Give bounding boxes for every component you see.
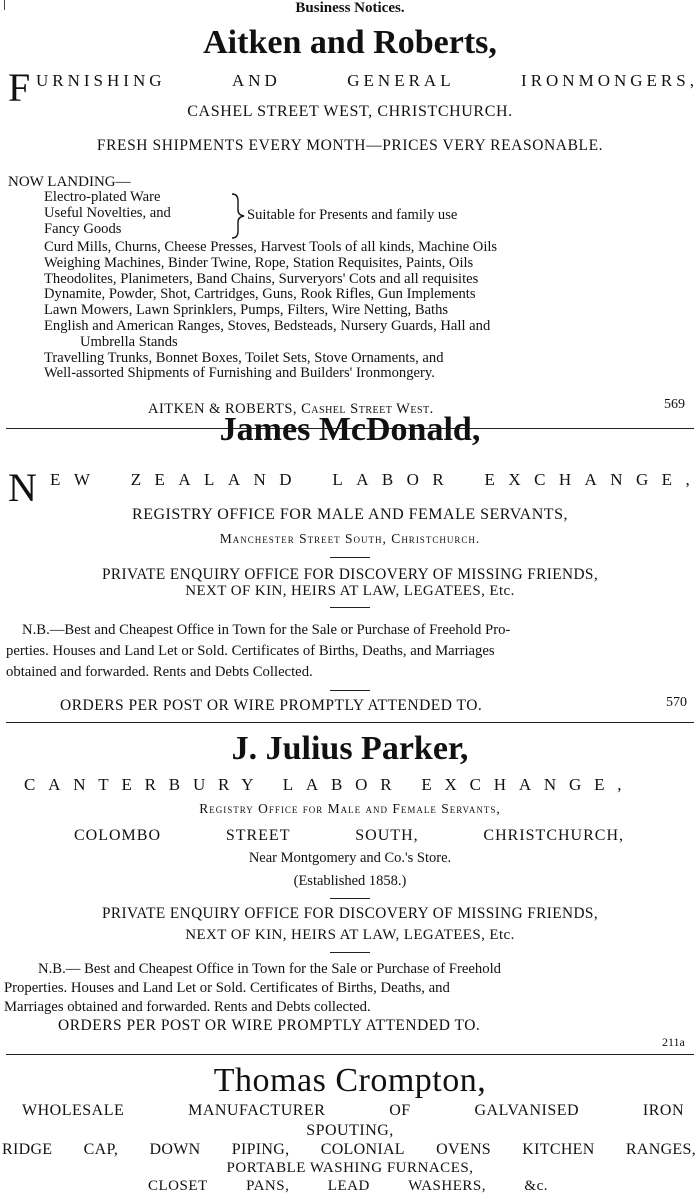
aitken-tagline: FRESH SHIPMENTS EVERY MONTH—PRICES VERY REASONABLE.: [96, 137, 604, 154]
divider-2: [6, 722, 694, 723]
aitken-ad-number: 569: [664, 397, 685, 412]
aitken-bracket-note: Suitable for Presents and family use: [247, 207, 458, 223]
crompton-line-3: RIDGE CAP, DOWN PIPING, COLONIAL OVENS KITCHEN RANGES,: [2, 1141, 696, 1158]
aitken-items: Curd Mills, Churns, Cheese Presses, Harvest Tools of all kinds, Machine Oils Weighing Machines, Binder Twine, Rope, Station Requisites, Paints, Oils Theodolites, Planimeters, Band Chains, Surveryors' Cots and all requisites Dynamite, Powder, Shot, Cartridges, Guns, Rook Rifles, Gun Implements Lawn Mowers, Lawn Sprinklers, Pumps, Filters, Wire Netting, Baths English and American Ranges, Stoves, Bedsteads, Nursery Guards, Hall and Umbrella Stands Travelling Trunks, Bonnet Boxes, Toilet Sets, Stove Ornaments, and Well-assorted Shipments of Furnishing and Builders' Ironmongery.: [44, 239, 498, 382]
aitken-initial: F: [8, 65, 31, 110]
parker-enquiry-1: PRIVATE ENQUIRY OFFICE FOR DISCOVERY OF MISSING FRIENDS,: [101, 905, 599, 922]
parker-established: (Established 1858.): [293, 873, 407, 889]
mcdonald-short-rule-2: [330, 607, 370, 608]
parker-short-rule-2: [330, 952, 370, 953]
mcdonald-name: James McDonald,: [219, 411, 481, 448]
parker-orders: ORDERS PER POST OR WIRE PROMPTLY ATTENDED TO.: [58, 1017, 481, 1034]
mcdonald-registry: REGISTRY OFFICE FOR MALE AND FEMALE SERVANTS,: [132, 506, 568, 523]
parker-short-rule-1: [330, 898, 370, 899]
mcdonald-short-rule-3: [330, 690, 370, 691]
aitken-now-landing: NOW LANDING—: [8, 174, 131, 190]
aitken-subtitle: URNISHING AND GENERAL IRONMONGERS,: [36, 71, 698, 90]
crompton-name: Thomas Crompton,: [213, 1062, 487, 1099]
parker-enquiry-2: NEXT OF KIN, HEIRS AT LAW, LEGATEES, Etc.: [185, 927, 515, 943]
mcdonald-subtitle: E W Z E A L A N D L A B O R E X C H A N G E ,: [50, 470, 690, 489]
mcdonald-nb: N.B.—Best and Cheapest Office in Town for the Sale or Purchase of Freehold Pro- perties. Houses and Land Let or Sold. Certificates of Births, Deaths, and Marriages obtained and forwarded. Rents and Debts Collected.: [6, 622, 511, 680]
aitken-name: Aitken and Roberts,: [203, 24, 497, 61]
mcdonald-enquiry-2: NEXT OF KIN, HEIRS AT LAW, LEGATEES, Etc.: [185, 583, 515, 599]
crompton-line-1: WHOLESALE MANUFACTURER OF GALVANISED IRON: [22, 1102, 684, 1119]
parker-subtitle: CANTERBURY LABOR EXCHANGE,: [24, 775, 635, 794]
parker-ad-number: 211a: [662, 1035, 685, 1049]
mcdonald-address: Manchester Street South, Christchurch.: [219, 531, 481, 546]
aitken-signature: AITKEN & ROBERTS, Cashel Street West.: [148, 401, 434, 417]
mcdonald-short-rule-1: [330, 557, 370, 558]
aitken-bracket-items: Electro-plated Ware Useful Novelties, and Fancy Goods: [44, 189, 171, 237]
parker-near: Near Montgomery and Co.'s Store.: [248, 850, 452, 866]
crompton-line-4: PORTABLE WASHING FURNACES,: [226, 1160, 474, 1176]
mcdonald-initial: N: [8, 465, 37, 510]
divider-3: [6, 1054, 694, 1055]
mcdonald-ad-number: 570: [666, 695, 687, 710]
mcdonald-enquiry-1: PRIVATE ENQUIRY OFFICE FOR DISCOVERY OF MISSING FRIENDS,: [101, 566, 599, 583]
aitken-address: CASHEL STREET WEST, CHRISTCHURCH.: [187, 103, 513, 120]
margin-mark: [4, 0, 5, 10]
parker-registry: Registry Office for Male and Female Servants,: [199, 801, 501, 816]
brace-icon: [230, 193, 246, 239]
crompton-line-5: CLOSET PANS, LEAD WASHERS, &c.: [148, 1178, 548, 1194]
crompton-line-2: SPOUTING,: [306, 1122, 394, 1139]
mcdonald-orders: ORDERS PER POST OR WIRE PROMPTLY ATTENDED TO.: [60, 697, 483, 714]
parker-nb: N.B.— Best and Cheapest Office in Town for the Sale or Purchase of Freehold Properties. Houses and Land Let or Sold. Certificates of Births, Deaths, and Marriages obtained and forwarded. Rents and Debts collected.: [4, 961, 502, 1015]
parker-name: J. Julius Parker,: [231, 730, 469, 767]
page-header: Business Notices.: [295, 0, 405, 16]
parker-address: COLOMBO STREET SOUTH, CHRISTCHURCH,: [74, 827, 624, 844]
